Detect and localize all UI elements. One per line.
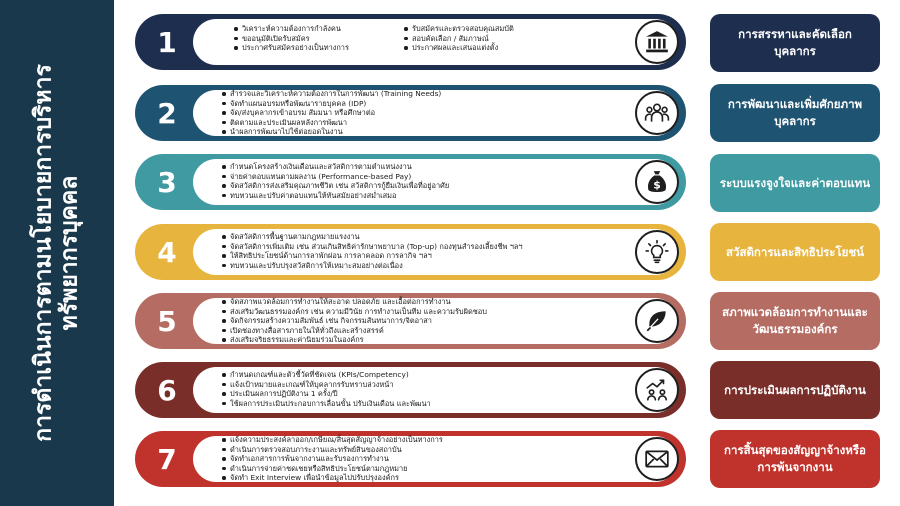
- step-label-1: การสรรหาและคัดเลือกบุคลากร: [710, 14, 880, 72]
- step-bullets: [221, 435, 443, 483]
- step-label-7: การสิ้นสุดของสัญญาจ้างหรือการพ้นจากงาน: [710, 430, 880, 488]
- bullet: วิเคราะห์ความต้องการกำลังคน: [233, 24, 349, 34]
- bullet: จ่ายค่าตอบแทนตามผลงาน (Performance-based Pay): [221, 172, 449, 182]
- step-label-4: สวัสดิการและสิทธิประโยชน์: [710, 223, 880, 281]
- bullet: จัดสวัสดิการส่งเสริมคุณภาพชีวิต เช่น สวัสดิการกู้ยืมเงินเพื่อที่อยู่อาศัย: [221, 181, 449, 191]
- people-group-icon: [635, 91, 679, 135]
- bullet: จัดสวัสดิการพื้นฐานตามกฎหมายแรงงาน: [221, 232, 523, 242]
- bullet: ทบทวนและปรับปรุงสวัสดิการให้เหมาะสมอย่างต่อเนื่อง: [221, 261, 523, 271]
- step-row-2: [135, 85, 686, 141]
- step-bullets: [221, 370, 431, 408]
- bullet: จัด/ส่งบุคลากรเข้าอบรม สัมมนา หรือศึกษาต่อ: [221, 108, 441, 118]
- step-content: [193, 367, 678, 413]
- step-row-5: [135, 293, 686, 349]
- step-content: [193, 90, 678, 136]
- step-label-3: ระบบแรงจูงใจและค่าตอบแทน: [710, 154, 880, 212]
- step-bullets: [403, 24, 514, 53]
- step-bullets: [221, 232, 523, 270]
- step-row-6: [135, 362, 686, 418]
- bullet: ดำเนินการตรวจสอบภาระงานและทรัพย์สินของสถาบัน: [221, 445, 443, 455]
- step-number: 1: [142, 17, 192, 67]
- step-number: 5: [142, 296, 192, 346]
- page-title-line2: ทรัพยากรบุคคล: [57, 175, 83, 331]
- bullet: กำหนดเกณฑ์และตัวชี้วัดที่ชัดเจน (KPIs/Competency): [221, 370, 431, 380]
- bullet: จัดทำแผนอบรมหรือพัฒนารายบุคคล (IDP): [221, 99, 441, 109]
- step-content: [193, 436, 678, 482]
- step-label-5: สภาพแวดล้อมการทำงานและวัฒนธรรมองค์กร: [710, 292, 880, 350]
- bullet: จัดทำเอกสารการพ้นจากงานและรับรองการทำงาน: [221, 454, 443, 464]
- step-number: 7: [142, 434, 192, 484]
- leaf-icon: [635, 299, 679, 343]
- bullet: กำหนดโครงสร้างเงินเดือนและสวัสดิการตามตำแหน่งงาน: [221, 162, 449, 172]
- bullet: ให้สิทธิประโยชน์ด้านการลาพักผ่อน การลาคลอด การลากิจ ฯลฯ: [221, 251, 523, 261]
- bullet: แจ้งเป้าหมายและเกณฑ์ให้บุคลากรรับทราบล่วงหน้า: [221, 380, 431, 390]
- step-row-4: [135, 224, 686, 280]
- step-label-6: การประเมินผลการปฏิบัติงาน: [710, 361, 880, 419]
- bullet: ส่งเสริมจริยธรรมและค่านิยมร่วมในองค์กร: [221, 335, 487, 345]
- step-number: 3: [142, 157, 192, 207]
- bullet: รับสมัครและตรวจสอบคุณสมบัติ: [403, 24, 514, 34]
- bank-icon: [635, 20, 679, 64]
- money-bag-icon: [635, 160, 679, 204]
- page-title: [31, 13, 84, 493]
- page-title-line1: การดำเนินการตามนโยบายการบริหาร: [30, 64, 57, 442]
- bullet: ใช้ผลการประเมินประกอบการเลื่อนขั้น ปรับเงินเดือน และพัฒนา: [221, 399, 431, 409]
- bullet: ขออนุมัติเปิดรับสมัคร: [233, 34, 349, 44]
- performance-chart-icon: [635, 368, 679, 412]
- step-content: [193, 229, 678, 275]
- bullet: ดำเนินการจ่ายค่าชดเชยหรือสิทธิประโยชน์ตามกฎหมาย: [221, 464, 443, 474]
- bullet: สอบคัดเลือก / สัมภาษณ์: [403, 34, 514, 44]
- bullet: นำผลการพัฒนาไปใช้ต่อยอดในงาน: [221, 127, 441, 137]
- step-content: [193, 298, 678, 344]
- bullet: จัดสวัสดิการเพิ่มเติม เช่น ส่วนเกินสิทธิค่ารักษาพยาบาล (Top-up) กองทุนสำรองเลี้ยงชีพ ฯลฯ: [221, 242, 523, 252]
- bullet: ติดตามและประเมินผลหลังการพัฒนา: [221, 118, 441, 128]
- step-content: [193, 159, 678, 205]
- bullet: ประเมินผลการปฏิบัติงาน 1 ครั้ง/ปี: [221, 389, 431, 399]
- title-sidebar: [0, 0, 114, 506]
- step-content: [193, 19, 678, 65]
- bullet: ส่งเสริมวัฒนธรรมองค์กร เช่น ความมีวินัย การทำงานเป็นทีม และความรับผิดชอบ: [221, 307, 487, 317]
- step-number: 2: [142, 88, 192, 138]
- step-bullets: [221, 89, 441, 137]
- bullet: ประกาศรับสมัครอย่างเป็นทางการ: [233, 43, 349, 53]
- step-number: 6: [142, 365, 192, 415]
- step-bullets: [233, 24, 349, 53]
- step-row-3: [135, 154, 686, 210]
- step-bullets: [221, 162, 449, 200]
- envelope-icon: [635, 437, 679, 481]
- bullet: จัดกิจกรรมสร้างความสัมพันธ์ เช่น กิจกรรมสันทนาการ/จิตอาสา: [221, 316, 487, 326]
- bullet: ประกาศผลและเสนอแต่งตั้ง: [403, 43, 514, 53]
- bullet: จัดทำ Exit Interview เพื่อนำข้อมูลไปปรับปรุงองค์กร: [221, 473, 443, 483]
- bullet: ทบทวนและปรับค่าตอบแทนให้ทันสมัยอย่างสม่ำเสมอ: [221, 191, 449, 201]
- lightbulb-icon: [635, 230, 679, 274]
- bullet: แจ้งความประสงค์ลาออก/เกษียณ/สิ้นสุดสัญญาจ้างอย่างเป็นทางการ: [221, 435, 443, 445]
- bullet: จัดสภาพแวดล้อมการทำงานให้สะอาด ปลอดภัย และเอื้อต่อการทำงาน: [221, 297, 487, 307]
- step-label-2: การพัฒนาและเพิ่มศักยภาพบุคลากร: [710, 84, 880, 142]
- step-bullets: [221, 297, 487, 345]
- step-row-1: [135, 14, 686, 70]
- step-number: 4: [142, 227, 192, 277]
- svg-text:$: $: [653, 178, 661, 192]
- bullet: สำรวจและวิเคราะห์ความต้องการในการพัฒนา (Training Needs): [221, 89, 441, 99]
- bullet: เปิดช่องทางสื่อสารภายในให้ทั่วถึงและสร้างสรรค์: [221, 326, 487, 336]
- step-row-7: [135, 431, 686, 487]
